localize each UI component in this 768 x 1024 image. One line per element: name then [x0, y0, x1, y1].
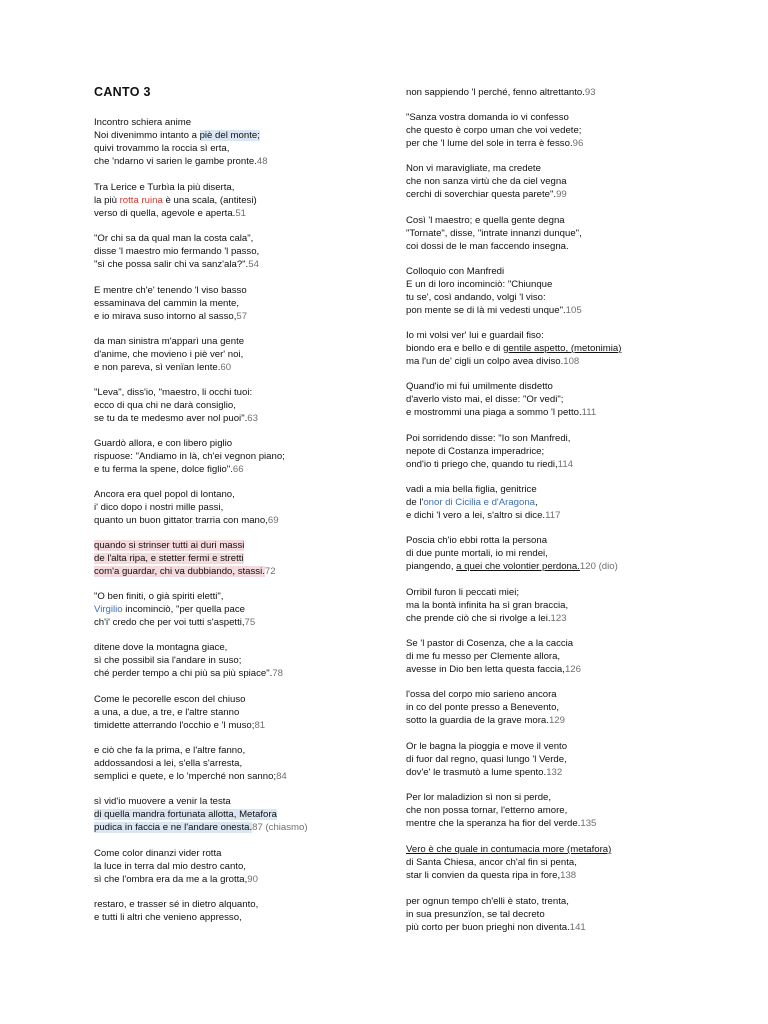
tercet [94, 336, 244, 375]
annotation: (chiasmo) [262, 821, 308, 833]
verse-line: Se 'l pastor di Cosenza, che a la caccia [406, 638, 574, 649]
tercet [406, 535, 618, 574]
line-number: 57 [236, 310, 248, 322]
tercet [406, 484, 560, 523]
line-number: 81 [254, 719, 266, 731]
verse-line: sotto la guardia de la grave mora.129 [406, 714, 565, 726]
line-number: 90 [247, 873, 258, 885]
verse-line: Vero è che quale in contumacia more (metafora) [406, 844, 612, 855]
verse-line: per che 'l lume del sole in terra è fesso.96 [406, 137, 584, 149]
verse-line: tu se', così andando, volgi 'l viso: [406, 291, 546, 303]
verse-line: semplici e quete, e lo 'mperché non sanno;84 [94, 770, 287, 782]
verse-line: quivi trovammo la roccia sì erta, [94, 142, 230, 154]
line-number: 117 [545, 509, 561, 521]
verse-line [94, 822, 308, 835]
line-number: 99 [556, 188, 567, 200]
tercet [94, 489, 279, 528]
verse-line: star li convien da questa ripa in fore,138 [406, 869, 577, 881]
line-number: 87 [252, 821, 263, 833]
verse-line: "Sanza vostra domanda io vi confesso [406, 112, 569, 123]
verse-line: essaminava del cammin la mente, [94, 297, 240, 309]
verse-line: "Or chi sa da qual man la costa cala", [94, 233, 254, 244]
verse-line: pon mente se di là mi vedesti unque".105 [406, 304, 582, 316]
tercet [406, 112, 583, 151]
verse-line: e tu ferma la spene, dolce figlio".66 [94, 463, 244, 475]
line-number: 63 [247, 412, 258, 424]
verse-line: coi dossi de le man faccendo insegna. [406, 240, 569, 252]
verse-line [94, 809, 308, 822]
verse-line: restaro, e trasser sé in dietro alquanto, [94, 899, 259, 910]
verse-line [94, 540, 276, 553]
highlight-red: rotta ruina [119, 194, 163, 206]
verse-line: che 'ndarno vi sarien le gambe pronte.48 [94, 155, 268, 167]
verse-line: che non possa tornar, l'etterno amore, [406, 804, 568, 816]
tercet [406, 381, 596, 420]
tercet [94, 642, 283, 681]
verse-line: verso di quella, agevole e aperta.51 [94, 207, 247, 219]
tercet [406, 433, 573, 472]
verse-line [94, 566, 276, 579]
verse-line: biondo era e bello e di gentile aspetto, (metonimia) [406, 342, 622, 354]
verse-line: da man sinistra m'apparì una gente [94, 336, 245, 347]
highlight-blue-text: onor di Cicilia e d'Aragona [423, 496, 536, 508]
verse-line: Come le pecorelle escon del chiuso [94, 694, 246, 705]
line-number: 72 [264, 565, 276, 577]
line-number: 48 [256, 155, 268, 167]
line-number: 105 [565, 304, 582, 316]
verse-line: quanto un buon gittator trarria con mano,69 [94, 514, 279, 526]
verse-line: che questo è corpo uman che voi vedete; [406, 124, 582, 136]
verse-line: de l'onor di Cicilia e d'Aragona, [406, 496, 538, 508]
line-number: 132 [546, 766, 563, 778]
tercet [94, 796, 308, 835]
verse-line: e io mirava suso intorno al sasso,57 [94, 310, 248, 322]
tercet [94, 182, 257, 221]
tercet [94, 694, 265, 733]
line-number: 111 [581, 406, 597, 418]
line-number: 126 [564, 663, 581, 675]
verse-line: sì che possibil sia l'andare in suso; [94, 654, 242, 666]
underline-annotation: a quei che volontier perdona. [456, 560, 580, 572]
canto-title: CANTO 3 [94, 85, 151, 99]
verse-line: i' dico dopo i nostri mille passi, [94, 501, 224, 513]
tercet [406, 896, 586, 935]
verse-line: dov'e' le trasmutò a lume spento.132 [406, 766, 563, 778]
line-number: 69 [267, 514, 279, 526]
verse-line: la luce in terra dal mio destro canto, [94, 860, 246, 872]
verse-line: se tu da te medesmo aver nol puoi".63 [94, 412, 258, 424]
verse-line: piangendo, a quei che volontier perdona.120 (dio) [406, 560, 618, 572]
verse-line: Come color dinanzi vider rotta [94, 848, 222, 859]
line-number: 114 [557, 458, 574, 470]
tercet [406, 215, 582, 254]
verse-line: cerchi di soverchiar questa parete".99 [406, 188, 567, 200]
line-number: 138 [560, 869, 577, 881]
verse-line: di due punte mortali, io mi rendei, [406, 547, 548, 559]
verse-line: Per lor maladizion sì non si perde, [406, 792, 552, 803]
verse-line: addossandosi a lei, s'ella s'arresta, [94, 757, 243, 769]
verse-line: ché perder tempo a chi più sa più spiace".78 [94, 667, 283, 679]
verse-line: Ancora era quel popol di lontano, [94, 489, 235, 500]
verse-line: Orribil furon li peccati miei; [406, 587, 520, 598]
verse-line: Così 'l maestro; e quella gente degna [406, 215, 565, 226]
line-number: 51 [235, 207, 247, 219]
verse-line: la più rotta ruina è una scala, (antitesi) [94, 194, 257, 206]
verse-line: ecco di qua chi ne darà consiglio, [94, 399, 236, 411]
line-number: 129 [548, 714, 565, 726]
line-number: 120 [579, 560, 596, 572]
section-heading: Colloquio con Manfredi [406, 266, 505, 277]
verse-line: Non vi maravigliate, ma credete [406, 163, 541, 174]
verse-line: e non pareva, sì venïan lente.60 [94, 361, 232, 373]
verse-line [94, 553, 276, 566]
annotation: (dio) [595, 560, 618, 572]
verse-line: E mentre ch'e' tenendo 'l viso basso [94, 285, 247, 296]
verse-line: Noi divenimmo intanto a piè del monte; [94, 129, 260, 141]
line-number: 60 [220, 361, 232, 373]
verse-line: che prende ciò che si rivolge a lei.123 [406, 612, 567, 624]
highlight-blue: piè del monte; [199, 129, 260, 141]
verse-line: "Leva", diss'io, "maestro, li occhi tuoi: [94, 387, 253, 398]
line-number: 84 [276, 770, 287, 782]
tercet [94, 387, 258, 426]
verse-line: per ognun tempo ch'elli è stato, trenta, [406, 896, 569, 907]
verse-line: di fuor dal regno, quasi lungo 'l Verde, [406, 753, 567, 765]
tercet [406, 844, 611, 883]
verse-line: ditene dove la montagna giace, [94, 642, 228, 653]
verse-line: sì che l'ombra era da me a la grotta,90 [94, 873, 258, 885]
verse-line: "O ben finiti, o già spiriti eletti", [94, 591, 224, 602]
verse-line: in sua presunzïon, se tal decreto [406, 908, 545, 920]
tercet [406, 792, 596, 831]
verse-line: E un di loro incominciò: "Chiunque [406, 278, 553, 290]
verse-line: in co del ponte presso a Benevento, [406, 701, 560, 713]
verse-line: sì vid'io muovere a venir la testa [94, 796, 231, 807]
line-number: 108 [563, 355, 580, 367]
line-number: 78 [272, 667, 283, 679]
tercet [94, 848, 258, 887]
verse-line: mentre che la speranza ha fior del verde.135 [406, 817, 597, 829]
section-heading: Incontro schiera anime [94, 117, 192, 128]
verse-line: Poscia ch'io ebbi rotta la persona [406, 535, 548, 546]
verse-line: d'averlo visto mai, el disse: "Or vedi"; [406, 393, 564, 405]
verse-line: e mostrommi una piaga a sommo 'l petto.111 [406, 406, 597, 418]
verse-line: "Tornate", disse, "intrate innanzi dunque", [406, 227, 582, 239]
line-number: 75 [244, 616, 256, 628]
highlight-blue: pudica in faccia e ne l'andare onesta. [94, 821, 253, 833]
verse-line: ma l'un de' cigli un colpo avea diviso.108 [406, 355, 580, 367]
tercet [406, 87, 596, 100]
verse-line: l'ossa del corpo mio sarieno ancora [406, 689, 557, 700]
verse-line: più corto per buon prieghi non diventa.141 [406, 921, 586, 933]
verse-line: nepote di Costanza imperadrice; [406, 445, 545, 457]
highlight-pink: quando si strinser tutti ai duri massi [94, 540, 245, 551]
line-number: 96 [572, 137, 584, 149]
verse-line: disse 'l maestro mio fermando 'l passo, [94, 245, 260, 257]
verse-line: ch'i' credo che per voi tutti s'aspetti,75 [94, 616, 256, 628]
tercet [406, 638, 581, 677]
verse-line: e ciò che fa la prima, e l'altre fanno, [94, 745, 246, 756]
line-number: 123 [550, 612, 567, 624]
verse-line: non sappiendo 'l perché, fenno altrettanto.93 [406, 87, 596, 98]
verse-line: ma la bontà infinita ha sì gran braccia, [406, 599, 569, 611]
verse-line: rispuose: "Andiamo in là, ch'ei vegnon piano; [94, 450, 285, 462]
verse-line: Poi sorridendo disse: "Io son Manfredi, [406, 433, 571, 444]
tercet [94, 591, 255, 630]
tercet [406, 741, 567, 780]
underline-annotation: gentile aspetto, (metonimia) [503, 342, 622, 354]
tercet [94, 745, 287, 784]
verse-line: vadi a mia bella figlia, genitrice [406, 484, 537, 495]
verse-line: di Santa Chiesa, ancor ch'al fin si penta, [406, 856, 577, 868]
line-number: 135 [580, 817, 597, 829]
tercet [94, 899, 258, 925]
tercet [406, 330, 621, 369]
verse-line: a una, a due, a tre, e l'altre stanno [94, 706, 240, 718]
tercet [406, 587, 568, 626]
verse-line: avesse in Dio ben letta questa faccia,126 [406, 663, 581, 675]
tercet [406, 266, 582, 318]
tercet [406, 163, 567, 202]
highlight-pink: com'a guardar, chi va dubbiando, stassi. [94, 565, 265, 577]
verse-line: di me fu messo per Clemente allora, [406, 650, 561, 662]
verse-line: "sì che possa salir chi va sanz'ala?".54 [94, 258, 259, 270]
verse-line: Or le bagna la pioggia e move il vento [406, 741, 568, 752]
verse-line: Tra Lerice e Turbìa la più diserta, [94, 182, 235, 193]
line-number: 54 [248, 258, 259, 270]
tercet [94, 438, 285, 477]
verse-line: e dichi 'l vero a lei, s'altro si dice.117 [406, 509, 561, 521]
tercet [94, 233, 259, 272]
verse-line: Guardò allora, e con libero piglio [94, 438, 233, 449]
verse-line: timidette atterrando l'occhio e 'l muso;81 [94, 719, 266, 731]
tercet [94, 285, 247, 324]
line-number: 93 [584, 87, 596, 98]
highlight-blue-text: Virgilio [94, 603, 123, 615]
line-number: 66 [232, 463, 244, 475]
verse-line: d'anime, che movieno i piè ver' noi, [94, 348, 244, 360]
verse-line: Virgilio incominciò, "per quella pace [94, 603, 245, 615]
tercet [406, 689, 565, 728]
verse-line: e tutti li altri che venieno appresso, [94, 911, 242, 923]
verse-line: ond'io ti priego che, quando tu riedi,114 [406, 458, 574, 470]
line-number: 141 [569, 921, 586, 933]
highlight-blue: di quella mandra fortunata allotta, Metafora [94, 808, 277, 820]
verse-line: che non sanza virtù che da ciel vegna [406, 175, 567, 187]
tercet-highlighted [94, 540, 276, 579]
verse-line: Io mi volsi ver' lui e guardail fiso: [406, 330, 544, 341]
verse-line: Quand'io mi fui umilmente disdetto [406, 381, 553, 392]
highlight-pink: de l'alta ripa, e stetter fermi e stretti [94, 552, 244, 564]
tercet [94, 117, 268, 169]
